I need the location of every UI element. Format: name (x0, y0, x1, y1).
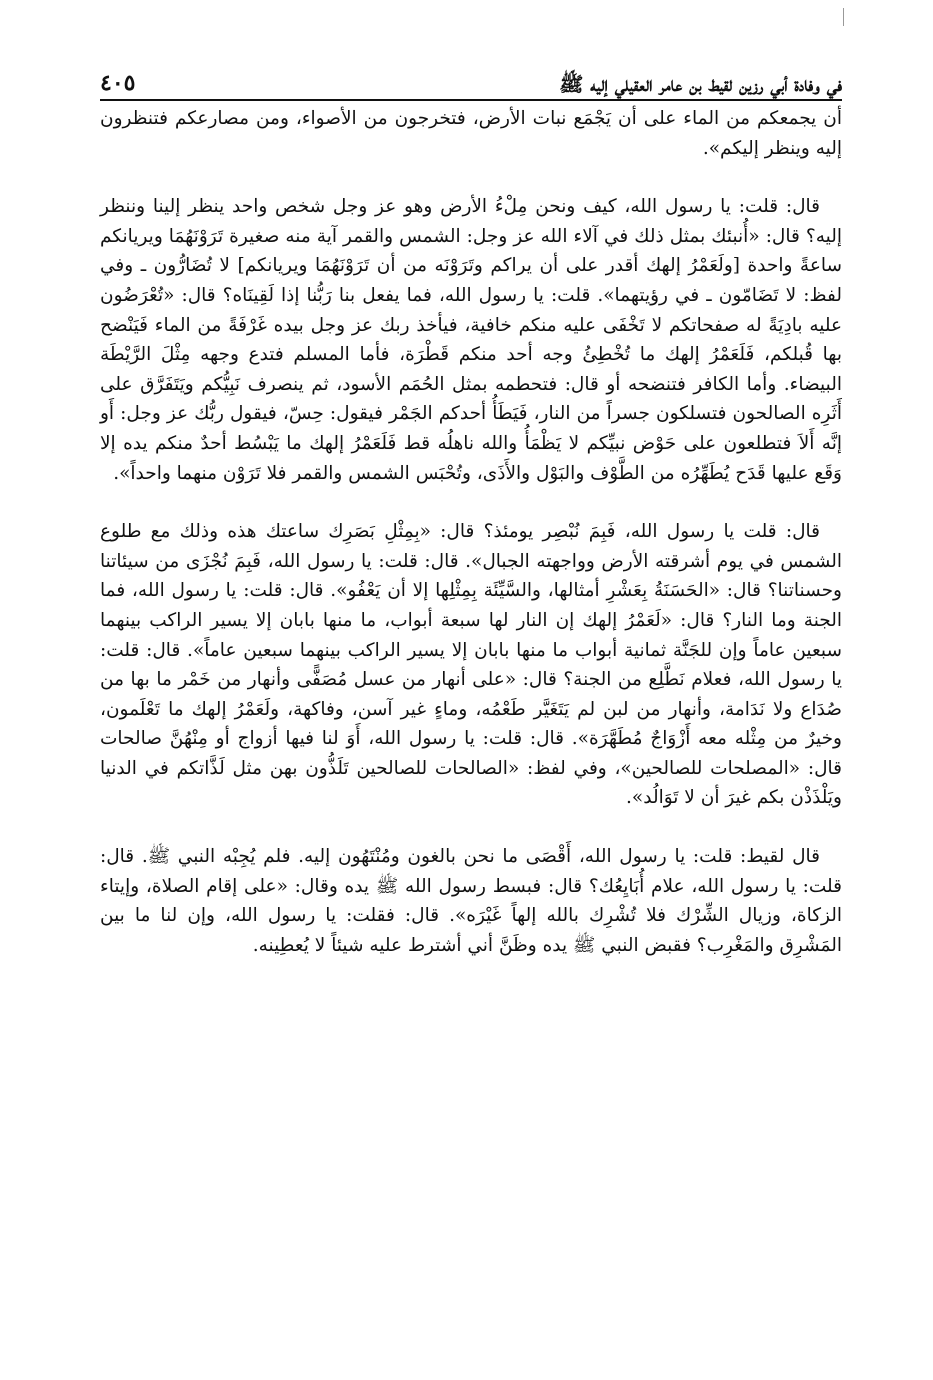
paragraph-3: قال: قلت يا رسول الله، فَبِمَ نُبْصِر يومئذ؟ قال: «بِمِثْلِ بَصَرِك ساعتك هذه وذلك مع طلوع الشمس في يوم أشرقته الأرض وواجهته الجبال». قال: قلت: يا رسول الله، فَبِمَ نُجْزَى من سيئاتنا وحسناتنا؟ قال: «الحَسَنَةُ بِعَشْرِ أمثالها، والسَّيِّئَة بِمِثْلِها إلا أن يَعْفُو». قال: قلت: يا رسول الله، فما الجنة وما النار؟ قال: «لَعَمْرُ إلهك إن النار لها سبعة أبواب، ما منها بابان إلا يسير الراكب بينهما سبعين عاماً وإن للجَنَّة ثمانية أبواب ما منها بابان إلا يسير الراكب بينهما سبعين عاماً». قال: قلت: يا رسول الله، فعلام نَطَّلِع من الجنة؟ قال: «على أنهار من عسل مُصَفًّى وأنهار من خَمْر ما بها من صُدَاع ولا نَدَامة، وأنهار من لبن لم يَتَغَيَّر طَعْمُه، وماءٍ غير آسن، وفاكهة، ولَعَمْرُ إلهك ما تَعْلَمون، وخيرٌ من مِثْله معه أَزْوَاجٌ مُطَهَّرَة». قال: قلت: يا رسول الله، أَوَ لنا فيها أزواج أو مِنْهُنَّ صالحات قال: «المصلحات للصالحين»، وفي لفظ: «الصالحات للصالحين تَلَذُّون بهن مثل لَذَّاتكم في الدنيا ويَلْذَذْن بكم غيرَ أن لا تَوَالُد». (100, 521, 842, 809)
header-divider (100, 99, 842, 101)
paragraph-2: قال: قلت: يا رسول الله، كيف ونحن مِلْءُ الأرض وهو عز وجل شخص واحد ينظر إلينا وننظر إليه؟ قال: «أُنبئك بمثل ذلك في آلاء الله عز وجل: الشمس والقمر آية منه صغيرة تَرَوْنَهُمَا ويريانكم ساعةً واحدة [ولَعَمْرُ إلهك أقدر على أن يراكم وتَرَوْنَه من أن تَرَوْنَهُمَا ويريانكم] لا تُضَارُّون ـ وفي لفظ: لا تَضَامّون ـ في رؤيتهما». قلت: يا رسول الله، فما يفعل بنا رَبُّنا إذا لَقِينَاه؟ قال: «تُعْرَضُون عليه بادِيَةً له صفحاتكم لا تَخْفَى عليه منكم خافية، فيأخذ ربك عز وجل بيده غَرْفَةً من الماء فَيَنْضح بها قُبلكم، فَلَعَمْرُ إلهك ما تُخْطِئُ وجه أحد منكم قَطْرَة، فأما المسلم فتدع وجهه مِثْلَ الرَّيْطَة البيضاء. وأما الكافر فتنضحه أو قال: فتحطمه بمثل الحُمَم الأسود، ثم ينصرف نَبِيُّكم ويَتَفَرَّق على أَثَرِه الصالحون فتسلكون جسراً من النار، فَيَطَأُ أحدكم الجَمْر فيقول: حِسّ، فيقول ربُّك عز وجل: أَو إنَّه أَلاَ فتطلعون على حَوْض نبيِّكم لا يَظْمَأُ والله ناهلُه قط فَلَعَمْرُ إلهك ما يَبْسُط أحدٌ منكم يده إلا وَقَع عليها قَدَح يُطَهِّرُه من الطَّوْف والبَوْل والأَذَى، وتُحْبَس الشمس والقمر فلا تَرَوْن منهما واحداً». (100, 196, 842, 484)
paragraph-1: أن يجمعكم من الماء على أن يَجْمَع نبات الأرض، فتخرجون من الأصواء، ومن مصارعكم فتنظرون إليه وينظر إليكم». (100, 108, 842, 159)
running-title: في وفادة أبي رزين لقيط بن عامر العقيلي إليه ﷺ (559, 72, 842, 96)
corner-mark (843, 8, 844, 26)
page-number: ٤٠٥ (100, 69, 136, 96)
body-text (100, 104, 842, 960)
page-header (100, 50, 842, 96)
paragraph-4: قال لقيط: قلت: يا رسول الله، أَقْصَى ما نحن بالغون ومُنْتَهُون إليه. فلم يُجِبْه النبي ﷺ. قال: قلت: يا رسول الله، علام أُبَايِعُك؟ قال: فبسط رسول الله ﷺ يده وقال: «على إقام الصلاة، وإيتاء الزكاة، وزيال الشِّرْك فلا تُشْرِك بالله إلهاً غَيْرَه». قال: فقلت: يا رسول الله، وإن لنا ما بين المَشْرِق والمَغْرِب؟ فقبض النبي ﷺ يده وظَنَّ أني أشترط عليه شيئاً لا يُعطِينه. (100, 846, 842, 956)
